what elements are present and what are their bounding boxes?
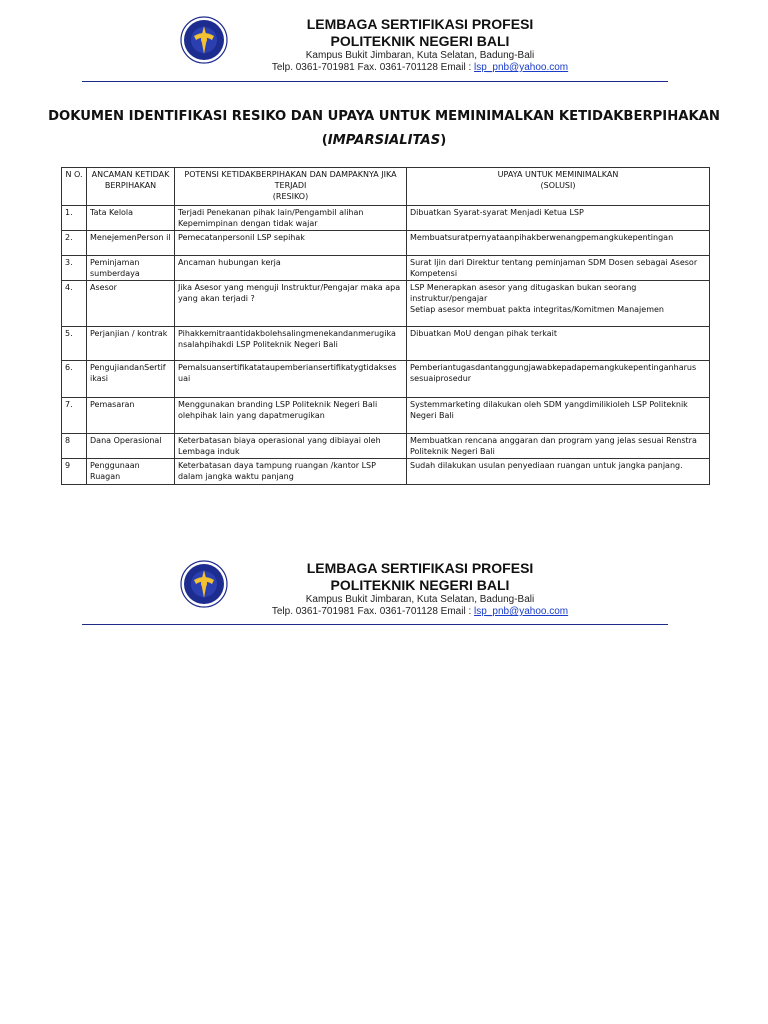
header-potensi: [175, 168, 407, 206]
cell-no: 6.: [62, 361, 87, 398]
letterhead-contact: [230, 62, 610, 74]
table-row: [62, 281, 710, 327]
letterhead-divider: [82, 81, 668, 82]
cell-upaya: Membuatsuratpernyataanpihakberwenangpemangkukepentingan: [407, 231, 710, 256]
cell-potensi: Menggunakan branding LSP Politeknik Negeri Bali olehpihak lain yang dapatmerugikan: [175, 398, 407, 434]
cell-upaya-line1: LSP Menerapkan asesor yang ditugaskan bukan seorang instruktur/pengajar: [410, 283, 637, 303]
table-row: [62, 206, 710, 231]
cell-no: 7.: [62, 398, 87, 434]
cell-upaya: [407, 281, 710, 327]
cell-ancaman: Penggunaan Ruagan: [87, 459, 175, 485]
letterhead-title-line1: LEMBAGA SERTIFIKASI PROFESI: [306, 560, 534, 576]
header-potensi-text: POTENSI KETIDAKBERPIHAKAN DAN DAMPAKNYA JIKA TERJADI: [184, 170, 397, 190]
email-link[interactable]: lsp_pnb@yahoo.com: [474, 62, 569, 73]
table-row: [62, 459, 710, 485]
cell-no: 1.: [62, 206, 87, 231]
cell-no: 3.: [62, 256, 87, 281]
cell-ancaman: Asesor: [87, 281, 175, 327]
header-ancaman: ANCAMAN KETIDAK BERPIHAKAN: [87, 168, 175, 206]
header-upaya-sub: (SOLUSI): [540, 181, 576, 190]
cell-upaya: Surat Ijin dari Direktur tentang peminjaman SDM Dosen sebagai Asesor Kompetensi: [407, 256, 710, 281]
cell-ancaman: Tata Kelola: [87, 206, 175, 231]
cell-potensi: Pemalsuansertifikatataupemberiansertifikatygtidakses uai: [175, 361, 407, 398]
table-row: [62, 256, 710, 281]
subtitle-open-paren: (: [321, 133, 328, 148]
letterhead-address: Kampus Bukit Jimbaran, Kuta Selatan, Badung-Bali: [305, 594, 535, 605]
document-title: DOKUMEN IDENTIFIKASI RESIKO DAN UPAYA UNTUK MEMINIMALKAN KETIDAKBERPIHAKAN: [48, 109, 720, 124]
cell-upaya-line2: Setiap asesor membuat pakta integritas/Komitmen Manajemen: [410, 305, 664, 314]
letterhead-top: [0, 6, 768, 86]
header-no: N O.: [62, 168, 87, 206]
cell-upaya: Pemberiantugasdantanggungjawabkepadapemangkukepentinganharus sesuaiprosedur: [407, 361, 710, 398]
document-subtitle: [40, 130, 728, 152]
pnb-logo-icon: [180, 16, 228, 64]
table-row: [62, 327, 710, 361]
table-row: [62, 434, 710, 459]
risk-table: [61, 167, 710, 485]
subtitle-italic: IMPARSIALITAS: [327, 133, 441, 148]
cell-ancaman: MenejemenPerson il: [87, 231, 175, 256]
cell-no: 9: [62, 459, 87, 485]
cell-upaya: Dibuatkan MoU dengan pihak terkait: [407, 327, 710, 361]
cell-potensi: Jika Asesor yang menguji Instruktur/Pengajar maka apa yang akan terjadi ?: [175, 281, 407, 327]
cell-no: 8: [62, 434, 87, 459]
subtitle-close-paren: ): [440, 133, 447, 148]
cell-ancaman: Pemasaran: [87, 398, 175, 434]
cell-potensi: Pemecatanpersonil LSP sepihak: [175, 231, 407, 256]
cell-potensi: Keterbatasan daya tampung ruangan /kantor LSP dalam jangka waktu panjang: [175, 459, 407, 485]
header-upaya-text: UPAYA UNTUK MEMINIMALKAN: [497, 170, 619, 179]
cell-ancaman: Perjanjian / kontrak: [87, 327, 175, 361]
cell-potensi: Pihakkemitraantidakbolehsalingmenekandanmerugika nsalahpihakdi LSP Politeknik Negeri Bali: [175, 327, 407, 361]
table-row: [62, 231, 710, 256]
letterhead-title-line2: POLITEKNIK NEGERI BALI: [330, 577, 510, 593]
cell-no: 5.: [62, 327, 87, 361]
table-row: [62, 398, 710, 434]
cell-ancaman: PengujiandanSertif ikasi: [87, 361, 175, 398]
contact-text: Telp. 0361-701981 Fax. 0361-701128 Email :: [271, 62, 475, 73]
cell-no: 4.: [62, 281, 87, 327]
header-upaya: [407, 168, 710, 206]
cell-no: 2.: [62, 231, 87, 256]
letterhead-bottom: [0, 550, 768, 630]
cell-upaya: Systemmarketing dilakukan oleh SDM yangdimilikioleh LSP Politeknik Negeri Bali: [407, 398, 710, 434]
cell-potensi: Terjadi Penekanan pihak lain/Pengambil alihan Kepemimpinan dengan tidak wajar: [175, 206, 407, 231]
pnb-logo-icon: [180, 560, 228, 608]
contact-text: Telp. 0361-701981 Fax. 0361-701128 Email :: [271, 606, 475, 617]
table-header-row: [62, 168, 710, 206]
letterhead-title-line1: LEMBAGA SERTIFIKASI PROFESI: [306, 16, 534, 32]
header-potensi-sub: (RESIKO): [272, 192, 309, 201]
letterhead-divider: [82, 624, 668, 625]
table-row: [62, 361, 710, 398]
cell-upaya: Dibuatkan Syarat-syarat Menjadi Ketua LSP: [407, 206, 710, 231]
cell-upaya: Sudah dilakukan usulan penyediaan ruangan untuk jangka panjang.: [407, 459, 710, 485]
letterhead-contact: [230, 606, 610, 618]
cell-potensi: Ancaman hubungan kerja: [175, 256, 407, 281]
letterhead-title-line2: POLITEKNIK NEGERI BALI: [330, 33, 510, 49]
letterhead-address: Kampus Bukit Jimbaran, Kuta Selatan, Badung-Bali: [305, 50, 535, 61]
cell-potensi: Keterbatasan biaya operasional yang dibiayai oleh Lembaga induk: [175, 434, 407, 459]
cell-ancaman: Dana Operasional: [87, 434, 175, 459]
cell-upaya: Membuatkan rencana anggaran dan program yang jelas sesuai Renstra Politeknik Negeri Bali: [407, 434, 710, 459]
cell-ancaman: Peminjaman sumberdaya: [87, 256, 175, 281]
email-link[interactable]: lsp_pnb@yahoo.com: [474, 606, 569, 617]
